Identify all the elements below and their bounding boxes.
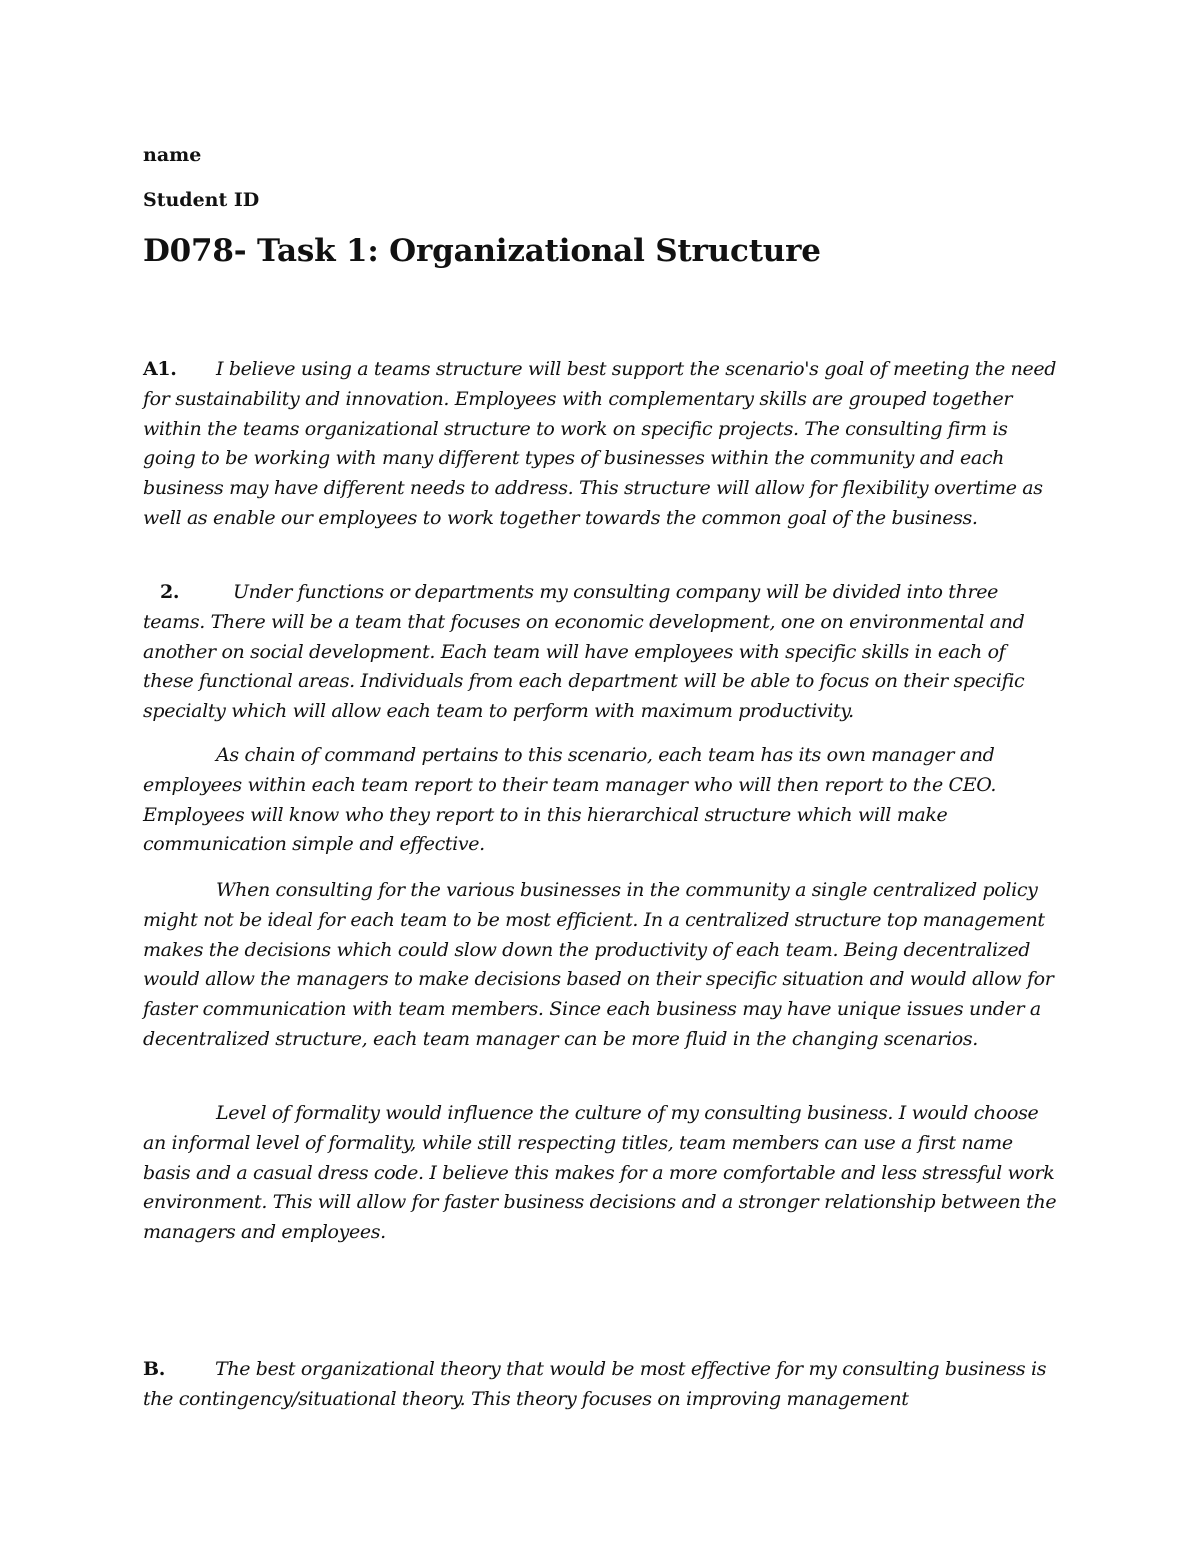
section-marker-2: 2.: [160, 581, 180, 603]
name-label: name: [143, 144, 202, 166]
paragraph-decentralization: [143, 876, 1058, 1055]
section-marker-a1: A1.: [143, 358, 177, 380]
section-marker-b: B.: [143, 1358, 165, 1380]
paragraph-a1: [143, 355, 1058, 534]
paragraph-chain-of-command-text: As chain of command pertains to this scenario, each team has its own manager and employees within each team report to their team manager who will then report to the CEO. Employees will know who they report to in this hierarchical structure which will make communication simple and effective.: [143, 744, 997, 856]
paragraph-b-text: The best organizational theory that would be most effective for my consulting business is the contingency/situational theory. This theory focuses on improving management: [143, 1358, 1047, 1410]
paragraph-decentralization-text: When consulting for the various businesses in the community a single centralized policy might not be ideal for each team to be most efficient. In a centralized structure top management makes the decisions which could slow down the productivity of each team. Being decentralized would allow the managers to make decisions based on their specific situation and would allow for faster communication with team members. Since each business may have unique issues under a decentralized structure, each team manager can be more fluid in the changing scenarios.: [143, 879, 1054, 1050]
paragraph-2: [143, 578, 1058, 727]
document-title: D078- Task 1: Organizational Structure: [143, 233, 821, 269]
paragraph-chain-of-command: [143, 741, 1058, 860]
paragraph-a1-text: I believe using a teams structure will best support the scenario's goal of meeting the need for sustainability and innovation. Employees with complementary skills are grouped together within the teams organizational structure to work on specific projects. The consulting firm is going to be working with many different types of businesses within the community and each business may have different needs to address. This structure will allow for flexibility overtime as well as enable our employees to work together towards the common goal of the business.: [143, 358, 1057, 529]
paragraph-formality: [143, 1099, 1058, 1248]
paragraph-formality-text: Level of formality would influence the culture of my consulting business. I would choose an informal level of formality, while still respecting titles, team members can use a first name basis and a casual dress code. I believe this makes for a more comfortable and less stressful work environment. This will allow for faster business decisions and a stronger relationship between the managers and employees.: [143, 1102, 1057, 1244]
paragraph-b: [143, 1355, 1058, 1415]
paragraph-2-text: Under functions or departments my consulting company will be divided into three teams. There will be a team that focuses on economic development, one on environmental and another on social development. Each team will have employees with specific skills in each of these functional areas. Individuals from each department will be able to focus on their specific specialty which will allow each team to perform with maximum productivity.: [143, 581, 1025, 723]
student-id-label: Student ID: [143, 189, 260, 211]
